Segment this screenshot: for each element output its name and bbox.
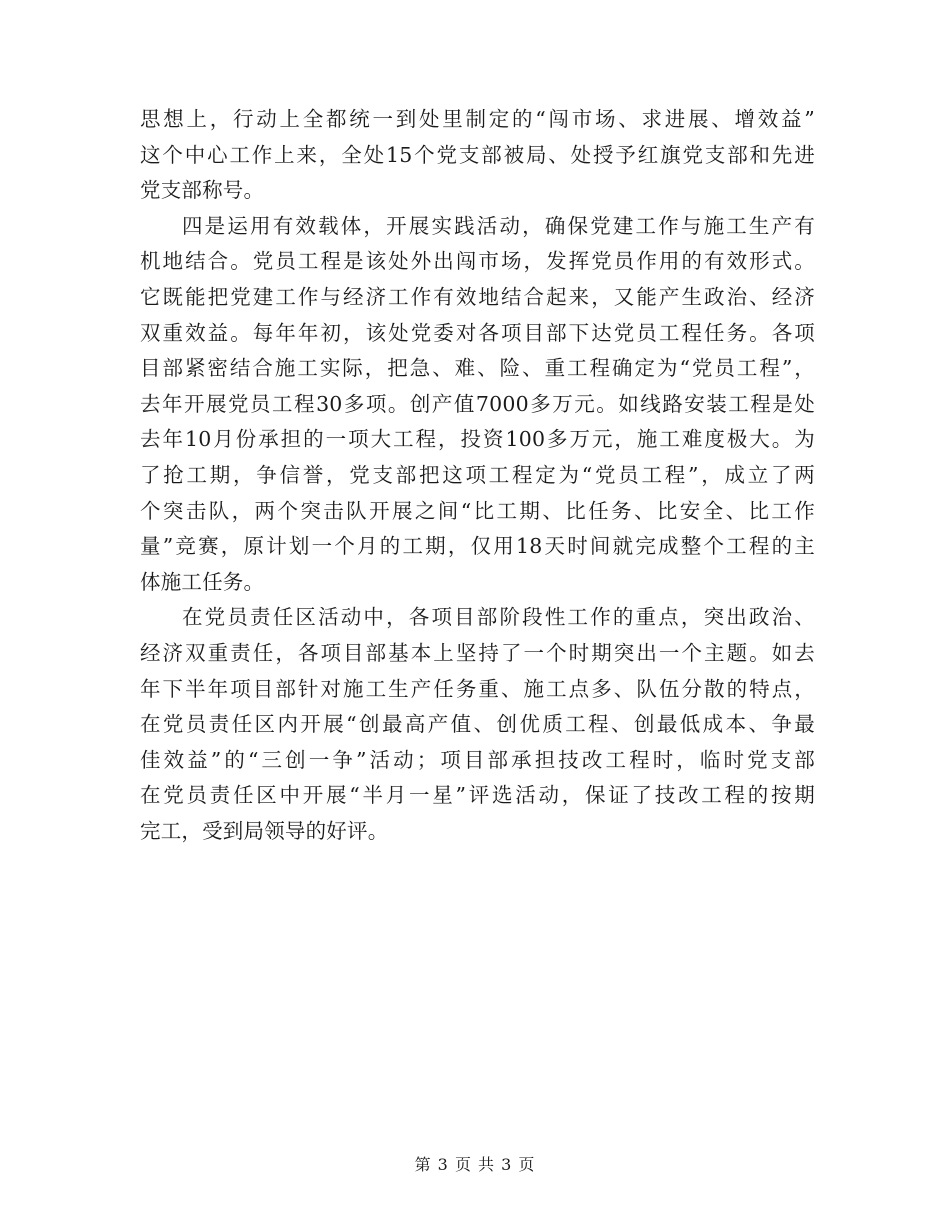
text-line: 个突击队，两个突击队开展之间“比工期、比任务、比安全、比工作 xyxy=(140,498,815,523)
text-line: 体施工任务。 xyxy=(140,569,265,594)
text-line: 完工，受到局领导的好评。 xyxy=(140,818,389,843)
text-line: 量”竞赛，原计划一个月的工期，仅用18天时间就完成整个工程的主 xyxy=(140,534,815,559)
text-line: 四是运用有效载体，开展实践活动，确保党建工作与施工生产有 xyxy=(182,213,815,238)
text-line: 在党员责任区中开展“半月一星”评选活动，保证了技改工程的按期 xyxy=(140,783,815,808)
paragraph xyxy=(140,102,815,209)
text-line: 党支部称号。 xyxy=(140,178,265,203)
text-line: 了抢工期，争信誉，党支部把这项工程定为“党员工程”，成立了两 xyxy=(140,462,815,487)
text-line: 思想上，行动上全都统一到处里制定的“闯市场、求进展、增效益” xyxy=(140,107,815,131)
text-line: 在党员责任区活动中，各项目部阶段性工作的重点，突出政治、 xyxy=(182,605,815,630)
text-line: 目部紧密结合施工实际，把急、难、险、重工程确定为“党员工程”， xyxy=(140,356,815,381)
text-line: 去年开展党员工程30多项。创产值7000多万元。如线路安装工程是处 xyxy=(140,391,815,416)
text-line: 这个中心工作上来，全处15个党支部被局、处授予红旗党支部和先进 xyxy=(140,142,815,167)
text-line: 双重效益。每年年初，该处党委对各项目部下达党员工程任务。各项 xyxy=(140,320,815,345)
text-line: 它既能把党建工作与经济工作有效地结合起来，又能产生政治、经济 xyxy=(140,284,815,309)
text-line: 佳效益”的“三创一争”活动；项目部承担技改工程时，临时党支部 xyxy=(140,747,815,772)
text-line: 去年10月份承担的一项大工程，投资100多万元，施工难度极大。为 xyxy=(140,427,815,452)
paragraph xyxy=(140,600,815,849)
text-line: 经济双重责任，各项目部基本上坚持了一个时期突出一个主题。如去 xyxy=(140,640,815,665)
text-line: 机地结合。党员工程是该处外出闯市场，发挥党员作用的有效形式。 xyxy=(140,249,815,274)
text-line: 在党员责任区内开展“创最高产值、创优质工程、创最低成本、争最 xyxy=(140,712,815,737)
paragraph xyxy=(140,209,815,601)
page-footer: 第 3 页 共 3 页 xyxy=(414,1155,536,1174)
document-body xyxy=(140,102,815,849)
text-line: 年下半年项目部针对施工生产任务重、施工点多、队伍分散的特点， xyxy=(140,676,815,701)
